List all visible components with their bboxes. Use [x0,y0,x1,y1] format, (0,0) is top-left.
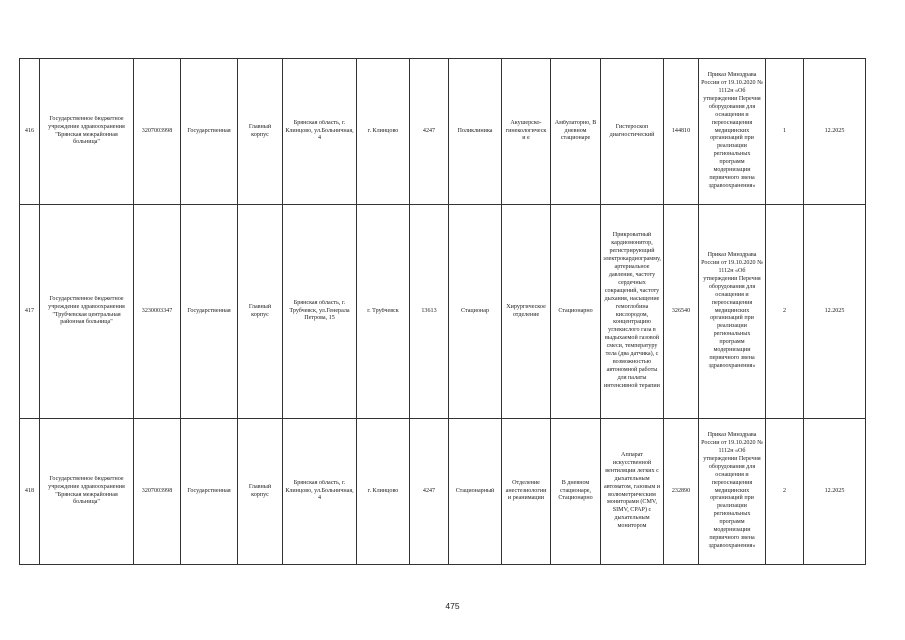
organization-name: Государственное бюджетное учреждение здравоохранения "Трубчевская центральная районная больница" [48,295,125,326]
table-row [20,419,866,565]
department-cell [502,419,551,565]
inn-code: 3207003998 [141,487,173,494]
row-number: 416 [24,127,35,134]
delivery-date: 12.2025 [824,307,845,314]
care-form-cell [551,419,601,565]
kind-code: 144810 [671,127,691,134]
facility-code: 4247 [422,487,436,494]
quantity-cell [766,205,804,419]
care-form-cell [551,59,601,205]
quantity: 1 [782,127,787,134]
building-name-cell [238,419,283,565]
unit-type: Стационарный [455,487,495,494]
legal-basis: Приказ Минздрава России от 19.10.2020 № 1112н «Об утверждении Перечня оборудования для оснащения и переоснащения медицинских организаций при реализации региональных программ модернизации первичного звена здравоохранения» [701,432,763,549]
address: Брянская область, г. Трубчевск, ул.Генерала Петрова, 15 [289,299,350,322]
department-cell [502,59,551,205]
ownership-form: Государственная [187,487,231,494]
row-number-cell [20,59,40,205]
building-name: Главный корпус [248,123,272,138]
ownership-form-cell [181,419,238,565]
inn-code: 3230003347 [141,307,173,314]
unit-type-cell [449,419,502,565]
delivery-date-cell [804,419,866,565]
kind-code: 232890 [671,487,691,494]
building-name-cell [238,205,283,419]
equipment-name-cell [601,419,664,565]
delivery-date: 12.2025 [824,127,845,134]
address-cell [283,419,357,565]
city: г. Трубчевск [367,307,399,314]
legal-basis-cell [699,205,766,419]
legal-basis-cell [699,59,766,205]
city-cell [357,59,410,205]
building-name-cell [238,59,283,205]
legal-basis: Приказ Минздрава России от 19.10.2020 № 1112н «Об утверждении Перечня оборудования для оснащения и переоснащения медицинских организаций при реализации региональных программ модернизации первичного звена здравоохранения» [701,72,763,189]
delivery-date-cell [804,59,866,205]
row-number-cell [20,205,40,419]
unit-type: Поликлиника [457,127,493,134]
page-number: 475 [445,601,460,611]
building-name: Главный корпус [248,303,272,318]
organization-name: Государственное бюджетное учреждение здравоохранения "Брянская межрайонная больница" [48,475,125,506]
table-row [20,59,866,205]
ownership-form-cell [181,59,238,205]
row-number: 418 [24,487,35,494]
delivery-date: 12.2025 [824,487,845,494]
ownership-form: Государственная [187,307,231,314]
unit-type: Стационар [460,307,489,314]
legal-basis-cell [699,419,766,565]
kind-code-cell [664,419,699,565]
equipment-name: Прикроватный кардиомонитор, регистрирующий электрокардиограмму, артериальное давление, частоту сердечных сокращений, частоту дыхания, насыщение гемоглобина кислородом, концентрацию углекислого газа в выдыхаемой газовой смеси, температуру тела (два датчика), с возможностью автономной работы для палаты интенсивной терапии [603,232,661,389]
care-form-cell [551,205,601,419]
facility-code: 4247 [422,127,436,134]
quantity: 2 [782,487,787,494]
organization-name-cell [40,205,134,419]
quantity-cell [766,419,804,565]
facility-code-cell [410,59,449,205]
delivery-date-cell [804,205,866,419]
inn-code: 3207003998 [141,127,173,134]
care-form: В дневном стационаре, Стационарно [558,479,593,502]
inn-code-cell [134,419,181,565]
address-cell [283,59,357,205]
equipment-name-cell [601,205,664,419]
row-number: 417 [24,307,35,314]
quantity: 2 [782,307,787,314]
row-number-cell [20,419,40,565]
care-form: Стационарно [558,307,593,314]
kind-code-cell [664,205,699,419]
department: Акушерско-гинекологически е [505,119,547,142]
facility-code-cell [410,205,449,419]
inn-code-cell [134,205,181,419]
quantity-cell [766,59,804,205]
equipment-name: Аппарат искусственной вентиляции легких с дыхательным автоматом, газовым и волюметрическим мониторами (CMV, SIMV, CPAP) с дыхательным монитором [604,451,660,530]
department: Отделение анестезиологии и реанимации [505,479,547,502]
city: г. Клинцово [367,127,399,134]
address: Брянская область, г. Клинцово, ул.Больничная, 4 [285,119,354,142]
equipment-name: Гистероскоп диагностический [609,123,655,138]
kind-code-cell [664,59,699,205]
city-cell [357,205,410,419]
ownership-form-cell [181,205,238,419]
city-cell [357,419,410,565]
unit-type-cell [449,205,502,419]
inn-code-cell [134,59,181,205]
facility-code: 13613 [421,307,437,314]
department-cell [502,205,551,419]
care-form: Амбулаторно, В дневном стационаре [554,119,597,142]
department: Хирургическое отделение [506,303,546,318]
address-cell [283,205,357,419]
facility-code-cell [410,419,449,565]
address: Брянская область, г. Клинцово, ул.Больничная, 4 [285,479,354,502]
equipment-table [19,58,866,565]
table-row [20,205,866,419]
kind-code: 326540 [671,307,691,314]
ownership-form: Государственная [187,127,231,134]
equipment-name-cell [601,59,664,205]
unit-type-cell [449,59,502,205]
organization-name: Государственное бюджетное учреждение здравоохранения "Брянская межрайонная больница" [48,115,125,146]
legal-basis: Приказ Минздрава России от 19.10.2020 № 1112н «Об утверждении Перечня оборудования для оснащения и переоснащения медицинских организаций при реализации региональных программ модернизации первичного звена здравоохранения» [701,252,763,369]
organization-name-cell [40,59,134,205]
organization-name-cell [40,419,134,565]
building-name: Главный корпус [248,483,272,498]
city: г. Клинцово [367,487,399,494]
